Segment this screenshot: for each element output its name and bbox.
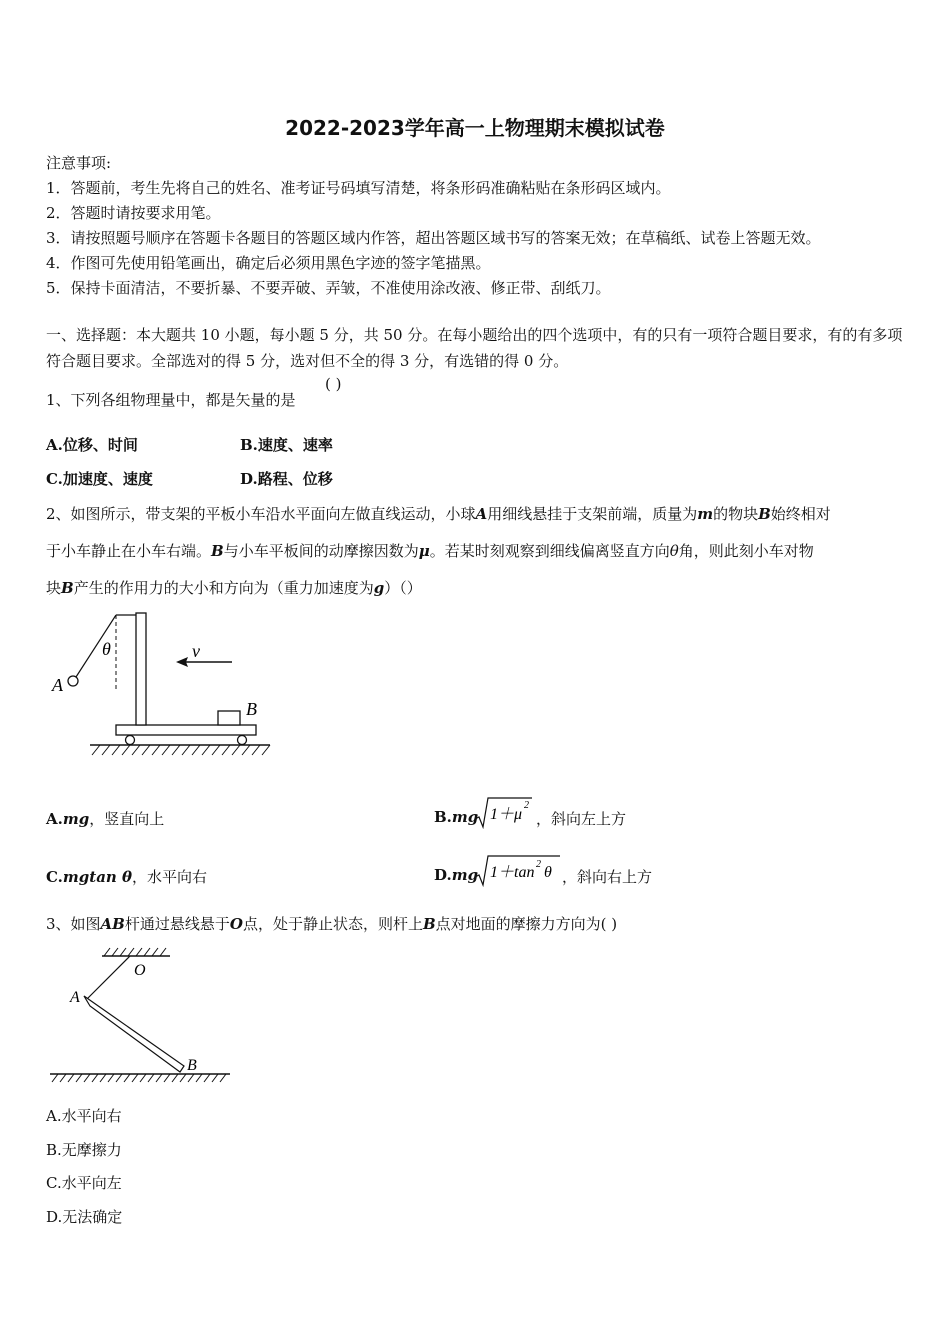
q2-text-8: 角，则此刻小车对物 bbox=[678, 542, 814, 560]
q2-option-d-radicand: 1＋tan bbox=[490, 864, 535, 881]
q2-var-a: A bbox=[475, 505, 488, 523]
q2-var-b: B bbox=[758, 505, 771, 523]
page-title: 2022-2023学年高一上物理期末模拟试卷 bbox=[285, 116, 665, 140]
q2-option-b-radical bbox=[474, 795, 534, 829]
notice-item-3: 3．请按照题号顺序在答题卡各题目的答题区域内作答，超出答题区域书写的答案无效；在草稿纸、试卷上答题无效。 bbox=[46, 229, 821, 247]
suspension-thread bbox=[86, 956, 130, 1000]
q2-text-3: 的物块 bbox=[713, 505, 759, 523]
point-a-label: A bbox=[70, 989, 80, 1006]
notice-item-5: 5．保持卡面清洁，不要折暴、不要弄破、弄皱，不准使用涂改液、修正带、刮纸刀。 bbox=[46, 279, 611, 297]
q2-stem-line2 bbox=[46, 540, 814, 561]
q3-option-a: A.水平向右 bbox=[46, 1107, 122, 1125]
q2-option-d-radical bbox=[474, 853, 562, 887]
q3-option-b: B.无摩擦力 bbox=[46, 1141, 122, 1159]
velocity-label: v bbox=[192, 641, 200, 661]
q2-var-m: m bbox=[697, 505, 714, 523]
q2-stem-line1 bbox=[46, 503, 831, 524]
q2-option-d-label: D. bbox=[434, 866, 452, 884]
q3-rod-figure bbox=[44, 944, 244, 1088]
q2-option-a-text: ，竖直向上 bbox=[89, 810, 165, 828]
q2-text-11: ）（） bbox=[384, 579, 422, 597]
q2-option-b-text: ，斜向左上方 bbox=[536, 810, 627, 828]
block-b bbox=[218, 711, 240, 725]
q2-text-1: 2、如图所示，带支架的平板小车沿水平面向左做直线运动，小球 bbox=[46, 505, 476, 523]
q2-option-b-expr: mg bbox=[451, 808, 479, 826]
theta-label: θ bbox=[102, 639, 111, 659]
notice-heading: 注意事项: bbox=[46, 154, 112, 172]
q2-option-d-text: ，斜向右上方 bbox=[562, 868, 653, 886]
notice-item-1: 1．答题前，考生先将自己的姓名、准考证号码填写清楚，将条形码准确粘贴在条形码区域内。 bbox=[46, 179, 671, 197]
q2-option-b-radicand: 1＋μ bbox=[490, 806, 523, 823]
q2-text-4: 始终相对 bbox=[770, 505, 831, 523]
q2-text-9: 块 bbox=[46, 579, 62, 597]
cart-plate bbox=[116, 725, 256, 735]
q1-option-b: B.速度、速率 bbox=[240, 436, 333, 454]
support-post bbox=[136, 613, 146, 725]
ground-hatch bbox=[92, 745, 270, 755]
q2-text-7: 。若某时刻观察到细线偏离竖直方向 bbox=[429, 542, 670, 560]
q2-option-b bbox=[434, 808, 478, 826]
q2-option-c-text: ，水平向右 bbox=[132, 868, 208, 886]
q3-ground-hatch bbox=[52, 1074, 226, 1082]
q1-stem-text: 1、下列各组物理量中，都是矢量的是 bbox=[46, 391, 296, 409]
q2-var-theta: θ bbox=[669, 542, 679, 560]
q2-option-c bbox=[46, 866, 207, 887]
q2-var-g: g bbox=[373, 579, 385, 597]
q1-option-a: A.位移、时间 bbox=[46, 436, 138, 454]
q3-var-o: O bbox=[229, 915, 243, 933]
q3-text-1: 3、如图 bbox=[46, 915, 101, 933]
q2-text-2: 用细线悬挂于支架前端，质量为 bbox=[487, 505, 698, 523]
q2-option-a-expr: mg bbox=[62, 810, 90, 828]
q3-option-d: D.无法确定 bbox=[46, 1208, 123, 1226]
ball-a bbox=[68, 676, 78, 686]
ceiling-hatch bbox=[104, 948, 166, 956]
q2-text-6: 与小车平板间的动摩擦因数为 bbox=[223, 542, 419, 560]
notice-item-2: 2．答题时请按要求用笔。 bbox=[46, 204, 221, 222]
q3-var-b: B bbox=[422, 915, 436, 933]
section-instructions: 一、选择题：本大题共 10 小题，每小题 5 分，共 50 分。在每小题给出的四个选项中，有的只有一项符合题目要求，有的有多项符合题目要求。全部选对的得 5 分，选对但不全的得 3 分，有选错的得 0 分。 bbox=[46, 326, 903, 370]
ball-a-label: A bbox=[52, 675, 63, 695]
q3-stem bbox=[46, 913, 617, 934]
q1-stem bbox=[46, 389, 296, 410]
q2-option-c-expr: mgtan θ bbox=[62, 868, 133, 886]
wheel-right bbox=[238, 736, 247, 745]
q3-text-3: 点，处于静止状态，则杆上 bbox=[242, 915, 423, 933]
q3-var-ab: AB bbox=[100, 915, 125, 933]
q2-option-a bbox=[46, 808, 164, 829]
q2-text-5: 于小车静止在小车右端。 bbox=[46, 542, 212, 560]
q3-text-2: 杆通过悬线悬于 bbox=[124, 915, 230, 933]
q2-option-d-theta: θ bbox=[544, 864, 552, 881]
q2-text-10: 产生的作用力的大小和方向为（重力加速度为 bbox=[73, 579, 374, 597]
q2-cart-figure bbox=[40, 605, 280, 765]
q2-option-d-sup: 2 bbox=[536, 859, 541, 870]
wheel-left bbox=[126, 736, 135, 745]
q1-option-d: D.路程、位移 bbox=[240, 470, 333, 488]
q2-option-a-label: A. bbox=[46, 810, 63, 828]
q2-option-c-label: C. bbox=[46, 868, 63, 886]
q2-var-b3: B bbox=[61, 579, 74, 597]
q2-stem-line3 bbox=[46, 577, 422, 598]
q2-var-mu: μ bbox=[418, 542, 430, 560]
q1-answer-paren: ( ) bbox=[325, 375, 342, 393]
rod-ab bbox=[84, 996, 184, 1072]
q3-text-4: 点对地面的摩擦力方向为( ) bbox=[435, 915, 618, 933]
q2-option-b-label: B. bbox=[434, 808, 452, 826]
q2-option-d bbox=[434, 866, 478, 884]
q3-option-c: C.水平向左 bbox=[46, 1174, 122, 1192]
block-b-label: B bbox=[246, 699, 257, 719]
q2-option-d-expr: mg bbox=[451, 866, 479, 884]
notice-item-4: 4．作图可先使用铅笔画出，确定后必须用黑色字迹的签字笔描黑。 bbox=[46, 254, 491, 272]
point-o-label: O bbox=[134, 962, 146, 979]
q2-option-b-sup: 2 bbox=[524, 800, 529, 811]
point-b-label: B bbox=[187, 1057, 197, 1074]
q1-option-c: C.加速度、速度 bbox=[46, 470, 153, 488]
q2-var-b2: B bbox=[211, 542, 224, 560]
